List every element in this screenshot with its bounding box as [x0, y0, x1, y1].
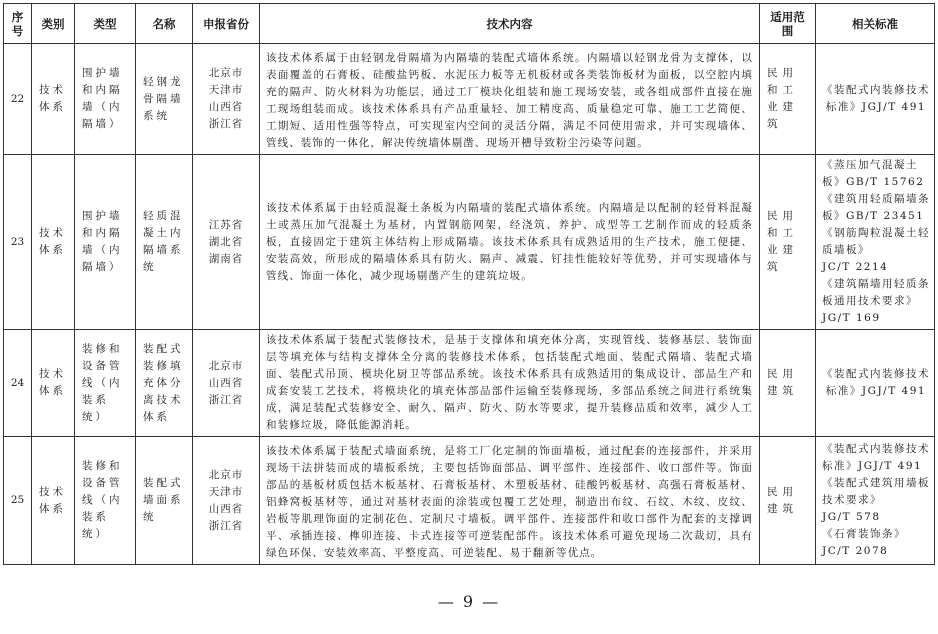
table-header-row	[4, 4, 935, 44]
row-scope: 民用和工业建筑	[760, 155, 816, 330]
header-type: 类型	[75, 4, 136, 44]
header-num: 序号	[4, 4, 32, 44]
province: 山西省	[208, 502, 244, 515]
table-row	[4, 155, 935, 330]
row-provinces	[193, 44, 260, 155]
row-content: 该技术体系属于由轻钢龙骨隔墙为内隔墙的装配式墙体系统。内隔墙以轻钢龙骨为支撑体，以表面覆盖的石膏板、硅酸盐钙板、水泥压力板等无机板材或各类装饰板材为面板，以空腔内填充的隔声、防火材料为功能层，通过工厂模块化组装和施工现场安装，或各组成部件直接在施工现场组装而成。该技术体系具有产品重量轻、加工精度高、质量稳定可靠、施工工艺简便、工期短、适用性强等特点，可实现室内空间的灵活分隔，满足不同使用需求，并可实现墙体、管线、装饰的一体化，解决传统墙体剔凿、现场开槽导致粉尘污染等问题。	[260, 44, 760, 155]
province: 天津市	[208, 84, 244, 96]
row-name: 轻质混凝土内隔墙系统	[136, 155, 193, 330]
standard-item: JG/T 169	[822, 312, 881, 324]
page-number: — 9 —	[437, 592, 501, 611]
province: 浙江省	[208, 519, 244, 532]
row-standards	[816, 437, 935, 565]
row-scope: 民用和工业建筑	[760, 44, 816, 155]
standard-item: 《石膏装饰条》JC/T 2078	[822, 528, 906, 557]
standard-item: JG/T 578	[822, 511, 881, 523]
row-num: 22	[4, 44, 32, 155]
row-name: 装配式装修填充体分离技术体系	[136, 330, 193, 437]
table-row	[4, 330, 935, 437]
table-row	[4, 44, 935, 155]
row-num: 23	[4, 155, 32, 330]
row-type: 装修和设备管线（内装系统）	[75, 437, 136, 565]
row-provinces	[193, 330, 260, 437]
header-scope: 适用范围	[760, 4, 816, 44]
technology-table	[3, 3, 935, 565]
row-name: 装配式墙面系统	[136, 437, 193, 565]
row-content: 该技术体系属于装配式装修技术，是基于支撑体和填充体分离，实现管线、装修基层、装饰面层等填充体与结构支撑体全分离的装修技术体系，包括装配式地面、装配式隔墙、装配式墙面、装配式吊顶、模块化厨卫等部品系统。该技术体系具有成熟适用的集成设计、部品生产和成套安装工艺技术，将模块化的填充体部品部件运输至装修现场，多部品系统之间进行系统集成，满足装配式装修安全、耐久、隔声、防火、防水等要求，提升装修品质和效率，减少人工和装修垃圾，降低能源消耗。	[260, 330, 760, 437]
row-category: 技术体系	[32, 437, 75, 565]
standard-item: 《蒸压加气混凝土板》GB/T 15762	[822, 159, 925, 188]
standard-item: 《钢筋陶粒混凝土轻质墙板》	[822, 227, 930, 256]
header-content: 技术内容	[260, 4, 760, 44]
standard-item: JC/T 2214	[822, 261, 889, 273]
row-standards	[816, 155, 935, 330]
row-category: 技术体系	[32, 330, 75, 437]
row-scope: 民用建筑	[760, 330, 816, 437]
standard-item: 《建筑用轻质隔墙条板》GB/T 23451	[822, 193, 930, 222]
row-provinces	[193, 155, 260, 330]
row-num: 25	[4, 437, 32, 565]
standard-item: 《装配式内装修技术标准》JGJ/T 491	[822, 84, 930, 113]
standard-item: 《装配式内装修技术标准》JGJ/T 491	[822, 368, 930, 397]
header-standards: 相关标准	[816, 4, 935, 44]
row-category: 技术体系	[32, 155, 75, 330]
row-category: 技术体系	[32, 44, 75, 155]
province: 浙江省	[208, 393, 244, 406]
table-row	[4, 437, 935, 565]
province: 北京市	[208, 67, 244, 79]
row-content: 该技术体系属于由轻质混凝土条板为内隔墙的装配式墙体系统。内隔墙是以配制的轻骨料混凝土或蒸压加气混凝土为基材，内置钢筋网架，经浇筑、养护、成型等工艺制作而成的轻质条板，直接固定于建筑主体结构上形成隔墙。该技术体系具有成熟适用的生产技术，施工便捷、安装高效，所形成的隔墙体系具有防火、隔声、减震、钉挂性能较好等优势，并可实现墙体与管线、饰面一体化，减少现场剔凿产生的建筑垃圾。	[260, 155, 760, 330]
province: 湖南省	[208, 252, 244, 265]
row-name: 轻钢龙骨隔墙系统	[136, 44, 193, 155]
row-num: 24	[4, 330, 32, 437]
province: 天津市	[208, 485, 244, 498]
standard-item: 《装配式建筑用墙板技术要求》	[822, 477, 930, 506]
province: 北京市	[208, 359, 244, 372]
province: 山西省	[208, 376, 244, 389]
header-name: 名称	[136, 4, 193, 44]
province: 山西省	[208, 101, 244, 113]
province: 北京市	[208, 468, 244, 481]
province: 浙江省	[208, 118, 244, 130]
row-type: 围护墙和内隔墙（内隔墙）	[75, 44, 136, 155]
row-standards	[816, 44, 935, 155]
row-content: 该技术体系属于装配式墙面系统，是将工厂化定制的饰面墙板，通过配套的连接部件，并采用现场干法拼装而成的墙板系统，主要包括饰面部品、调平部件、连接部件、收口部件等。饰面部品的基板材质包括木板基材、石膏板基材、木塑板基材、硅酸钙板基材、高强石膏板基材、铝蜂窝板基材等，通过对基材表面的涂装或包覆工艺处理，制造出布纹、石纹、木纹、皮纹、岩板等肌理饰面的定制花色、定制尺寸墙板。调平部件、连接部件和收口部件为配套的支撑调平、承插连接、榫卯连接、卡式连接等可逆装配部件。该技术体系可避免现场二次裁切，具有绿色环保、安装效率高、平整度高、可逆装配、易于翻新等优点。	[260, 437, 760, 565]
header-category: 类别	[32, 4, 75, 44]
row-type: 围护墙和内隔墙（内隔墙）	[75, 155, 136, 330]
province: 江苏省	[208, 218, 244, 231]
row-scope: 民用建筑	[760, 437, 816, 565]
row-type: 装修和设备管线（内装系统）	[75, 330, 136, 437]
row-standards	[816, 330, 935, 437]
row-provinces	[193, 437, 260, 565]
header-province: 申报省份	[193, 4, 260, 44]
province: 湖北省	[208, 235, 244, 248]
standard-item: 《装配式内装修技术标准》JGJ/T 491	[822, 443, 930, 472]
standard-item: 《建筑隔墙用轻质条板通用技术要求》	[822, 278, 930, 307]
